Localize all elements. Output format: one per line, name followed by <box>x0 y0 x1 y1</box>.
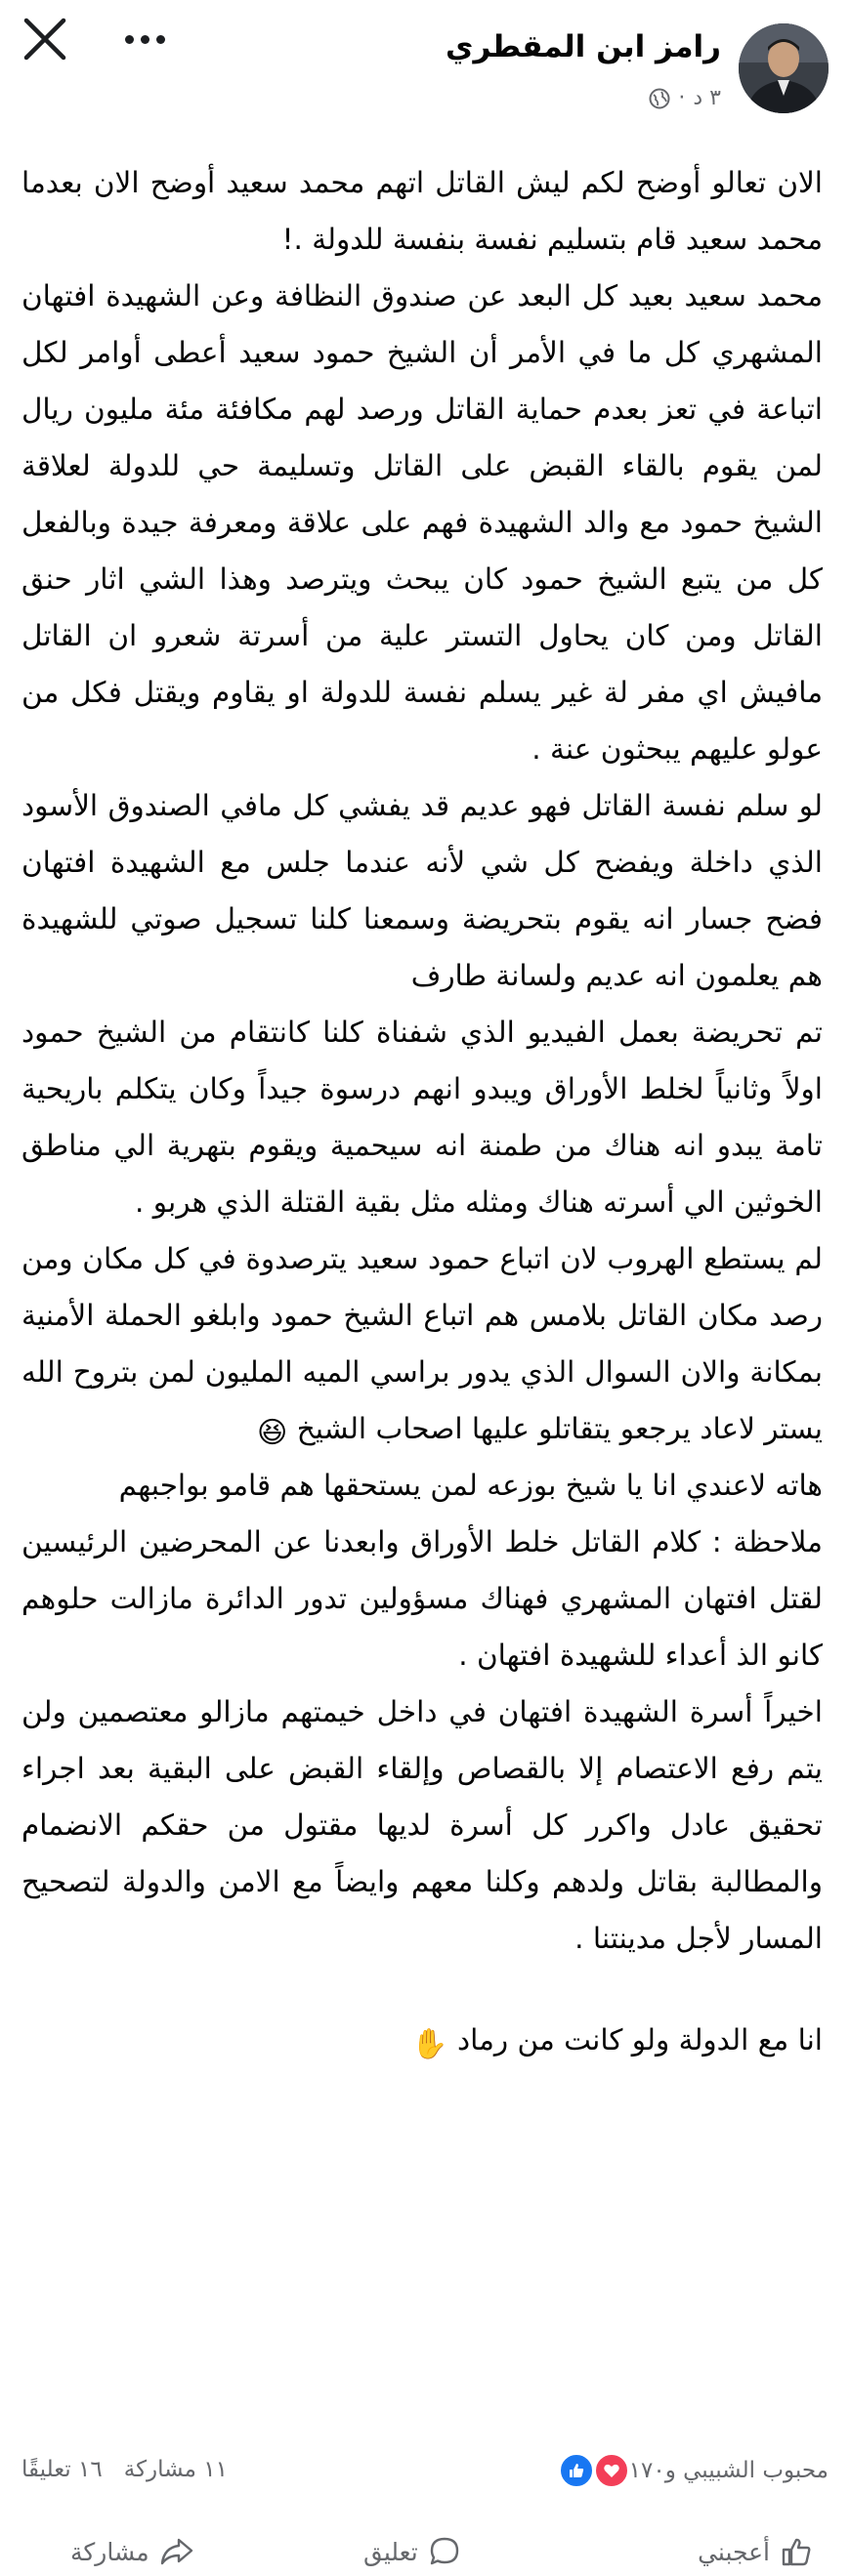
reactions-text: محبوب الشبيبي و١٧٠ <box>628 2458 829 2483</box>
post-closing-line <box>21 2012 823 2068</box>
post-paragraph-with-emoji <box>21 1230 823 1457</box>
engagement-stats <box>21 2447 829 2496</box>
like-label: أعجبني <box>698 2537 770 2566</box>
avatar[interactable] <box>739 23 829 113</box>
share-arrow-icon <box>159 2535 194 2568</box>
raised-hand-emoji-icon: ✋ <box>411 2027 448 2061</box>
thumbs-up-icon <box>780 2535 813 2568</box>
more-dots-icon <box>125 35 134 44</box>
post-paragraph: الان تعالو أوضح لكم ليش القاتل اتهم محمد سعيد أوضح الان بعدما محمد سعيد قام بتسليم نفسة بنفسة للدولة .! <box>21 166 823 256</box>
profile-photo-icon <box>739 23 829 113</box>
post-time[interactable]: ٣ د <box>693 86 721 110</box>
post-paragraph: لو سلم نفسة القاتل فهو عديم قد يفشي كل مافي الصندوق الأسود الذي داخلة ويفضح كل شي لأنه عندما جلس مع الشهيدة افتهان فضح جسار انه يقوم بتحريضة وسمعنا كلنا تسجيل صوتي للشهيدة هم يعلمون انه عديم ولسانة طارف <box>21 789 823 992</box>
comment-button[interactable] <box>363 2535 461 2568</box>
post-text <box>21 154 823 2068</box>
like-reaction-icon <box>559 2453 594 2488</box>
post-meta: ٣ د · <box>649 86 721 110</box>
like-button[interactable] <box>698 2535 813 2568</box>
laughing-emoji-icon: 😆 <box>257 1416 288 1450</box>
more-options-button[interactable] <box>115 20 174 59</box>
post-header <box>0 0 850 127</box>
reactions-summary[interactable] <box>559 2453 829 2488</box>
comments-count[interactable]: ١٦ تعليقًا <box>21 2457 103 2482</box>
post-paragraph: هاته لاعندي انا يا شيخ بوزعه لمن يستحقها هم قامو بواجبهم <box>118 1469 823 1502</box>
close-button[interactable] <box>20 14 70 64</box>
post-paragraph: ملاحظة : كلام القاتل خلط الأوراق وابعدنا عن المحرضين الرئيسين لقتل افتهان المشهري فهناك مسؤولين تدور الدائرة مازالت حلوهم كانو الذ أعداء للشهيدة افتهان . <box>21 1525 823 1672</box>
post-paragraph: لم يستطع الهروب لان اتباع حمود سعيد يترصدوة في كل مكان ومن رصد مكان القاتل بلامس هم اتباع الشيخ حمود وابلغو الحملة الأمنية بمكانة والان السوال الذي يدور براسي الميه المليون لمن بتروح الله يستر لاعاد يرجعو يتقاتلو عليها اصحاب الشيخ <box>21 1242 823 1445</box>
globe-icon <box>649 88 670 109</box>
post-paragraph: اخيراً أسرة الشهيدة افتهان في داخل خيمتهم مازالو معتصمين ولن يتم رفع الاعتصام إلا بالقصاص وإلقاء القبض على البقية بعد اجراء تحقيق عادل واكرر كل أسرة لديها مقتول من حقكم الانضمام والمطالبة بقاتل ولدهم وكلنا معهم وايضاً مع الامن والدولة لتصحيح المسار لأجل مدينتنا . <box>21 1695 823 1955</box>
close-icon <box>20 14 70 64</box>
comment-share-counts <box>21 2457 228 2482</box>
author-name[interactable]: رامز ابن المقطري <box>446 29 721 64</box>
post-paragraph: محمد سعيد بعيد كل البعد عن صندوق النظافة وعن الشهيدة افتهان المشهري كل ما في الأمر أن الشيخ حمود سعيد أعطى أوامر لكل اتباعة في تعز بعدم حماية القاتل ورصد لهم مكافئة مئة مليون ريال لمن يقوم بالقاء القبض على القاتل وتسليمة حي للدولة لعلاقة الشيخ حمود مع والد الشهيدة فهم على علاقة ومعرفة جيدة وبالفعل كل من يتبع الشيخ حمود كان يبحث ويترصد وهذا الشي اثار حنق القاتل ومن كان يحاول التستر علية من أسرتة شعرو ان القاتل مافيش اي مفر لة غير يسلم نفسة للدولة او يقاوم ويقتل فكل من عولو عليهم يبحثون عنة . <box>21 279 823 766</box>
comment-bubble-icon <box>428 2535 461 2568</box>
post-actions <box>0 2521 850 2576</box>
comment-label: تعليق <box>363 2537 418 2566</box>
share-label: مشاركة <box>70 2537 149 2566</box>
post-paragraph: انا مع الدولة ولو كانت من رماد <box>457 2023 823 2057</box>
love-reaction-icon <box>594 2453 629 2488</box>
share-button[interactable] <box>70 2535 194 2568</box>
post-paragraph: تم تحريضة بعمل الفيديو الذي شفناة كلنا كانتقام من الشيخ حمود اولاً وثانياً لخلط الأوراق ويبدو انهم درسوة جيداً وكان يتكلم باريحية تامة يبدو انه هناك من طمنة انه سيحمية ويقوم بتهرية الي مناطق الخوثين الي أسرته هناك ومثله مثل بقية القتلة الذي هربو . <box>21 1016 823 1219</box>
shares-count[interactable]: ١١ مشاركة <box>123 2457 228 2482</box>
